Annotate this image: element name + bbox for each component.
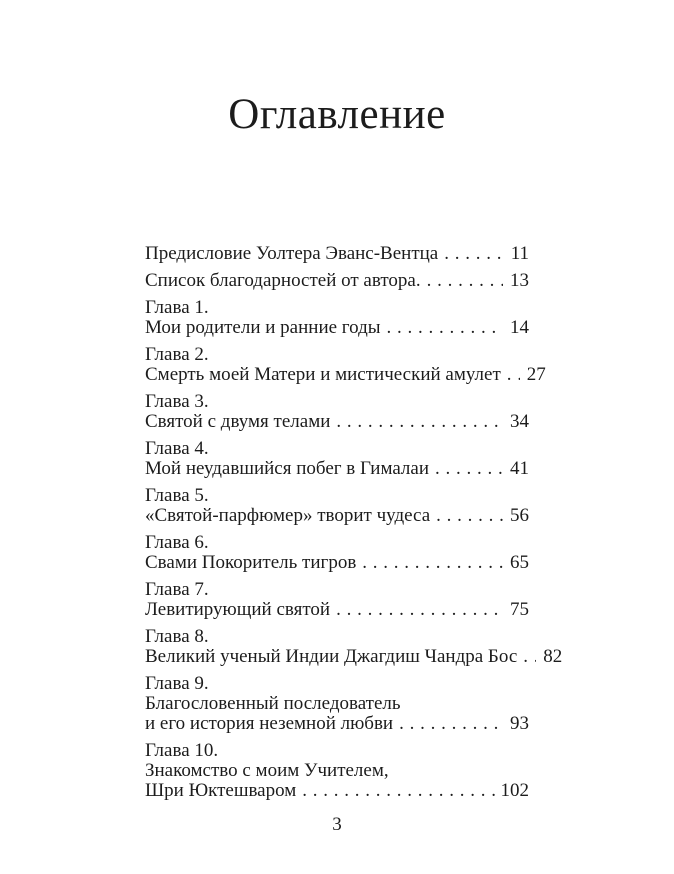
toc-entry-page: 102 (500, 780, 529, 801)
toc-chapter-label: Глава 7. (145, 579, 209, 600)
toc-chapter-label: Глава 9. (145, 673, 209, 694)
toc-entry (145, 674, 529, 734)
dot-leader (430, 506, 503, 526)
dot-leader (438, 244, 503, 264)
toc-entry-title: Шри Юктешваром (145, 780, 297, 801)
toc-leader-line (145, 459, 529, 479)
toc-title-line: Знакомство с моим Учителем, (145, 760, 389, 781)
page-title: Оглавление (228, 91, 446, 138)
toc-entry-page: 82 (543, 646, 563, 667)
toc-leader-line (145, 412, 529, 432)
toc-title-line: Благословенный последователь (145, 693, 401, 714)
toc-chapter-label: Глава 5. (145, 485, 209, 506)
toc-chapter-label: Глава 8. (145, 626, 209, 647)
toc-entry (145, 580, 529, 620)
toc-entry-title: «Святой-парфюмер» творит чудеса (145, 505, 431, 526)
toc-chapter-label: Глава 2. (145, 344, 209, 365)
dot-leader (517, 647, 536, 667)
toc-entry (145, 271, 529, 291)
toc-chapter-label: Глава 3. (145, 391, 209, 412)
toc-entry-title: Левитирующий святой (145, 599, 331, 620)
page-number: 3 (332, 814, 342, 835)
toc-leader-line (145, 781, 529, 801)
dot-leader (421, 271, 503, 291)
toc-leader-line (145, 506, 529, 526)
toc-leader-line (145, 600, 529, 620)
dot-leader (501, 365, 520, 385)
toc-entry (145, 344, 546, 385)
dot-leader (296, 781, 500, 801)
toc-leader-line (145, 364, 546, 385)
toc-entry-title: Смерть моей Матери и мистический амулет (145, 364, 501, 385)
toc-entry-page: 27 (526, 364, 546, 385)
toc-entry-title: Великий ученый Индии Джагдиш Чандра Бос (145, 646, 518, 667)
toc-entry (145, 439, 529, 479)
toc-leader-line (145, 646, 563, 667)
toc-chapter-label: Глава 6. (145, 532, 209, 553)
toc-entry-page: 34 (510, 411, 529, 432)
toc-leader-line (145, 271, 529, 291)
dot-leader (330, 600, 503, 620)
dot-leader (393, 714, 503, 734)
toc-entry-page: 75 (510, 599, 529, 620)
toc-chapter-label: Глава 10. (145, 740, 219, 761)
toc-chapter-label: Глава 4. (145, 438, 209, 459)
toc-leader-line (145, 714, 529, 734)
toc-entry-page: 41 (510, 458, 529, 479)
toc-entry (145, 298, 529, 338)
toc-entry-title: и его история неземной любви (145, 713, 394, 734)
toc-entry-title: Мои родители и ранние годы (145, 317, 381, 338)
toc-leader-line (145, 553, 529, 573)
dot-leader (330, 412, 503, 432)
toc-entry-page: 65 (510, 552, 529, 573)
toc-entry (145, 486, 529, 526)
toc-entry-title: Список благодарностей от автора. (145, 270, 421, 291)
toc-list (145, 243, 563, 801)
dot-leader (356, 553, 503, 573)
toc-entry-title: Мой неудавшийся побег в Гималаи (145, 458, 430, 479)
toc-entry (145, 626, 563, 667)
toc-entry-page: 56 (510, 505, 529, 526)
toc-entry-page: 13 (510, 270, 529, 291)
toc-leader-line (145, 318, 529, 338)
toc-entry (145, 741, 529, 801)
toc-entry-title: Святой с двумя телами (145, 411, 331, 432)
toc-leader-line (145, 244, 529, 264)
toc-entry (145, 392, 529, 432)
dot-leader (381, 318, 503, 338)
toc-entry-title: Предисловие Уолтера Эванс-Вентца (145, 243, 439, 264)
toc-chapter-label: Глава 1. (145, 297, 209, 318)
toc-entry (145, 244, 529, 264)
toc-entry-page: 14 (510, 317, 529, 338)
toc-entry (145, 533, 529, 573)
dot-leader (429, 459, 503, 479)
toc-entry-page: 11 (510, 243, 529, 264)
toc-entry-page: 93 (510, 713, 529, 734)
toc-entry-title: Свами Покоритель тигров (145, 552, 357, 573)
